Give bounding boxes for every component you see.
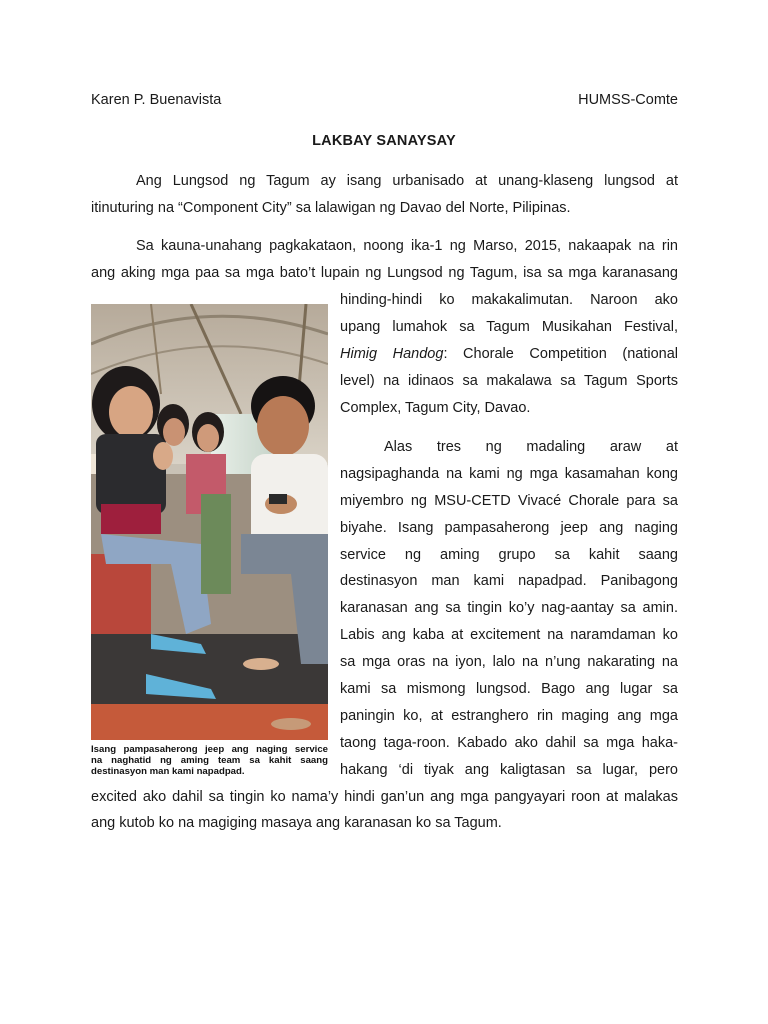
- p3-line-2: nagsipaghanda na kami ng mga kasamahan kong: [340, 466, 678, 482]
- p1-line-2: itinuturing na “Component City” sa lalawigan ng Davao del Norte, Pilipinas.: [91, 200, 571, 216]
- p2-line-5: [340, 346, 678, 362]
- p3-line-9: sa mga oras na iyon, lalo na n’ung nakarating na: [340, 654, 678, 670]
- p3-line-8: Labis ang kaba at excitement na naramdaman ko: [340, 627, 678, 643]
- p3-line-4: biyahe. Isang pampasaherong jeep ang naging: [340, 520, 678, 536]
- caption-line-3: destinasyon man kami napadpad.: [91, 766, 245, 777]
- p2-line-5-rest: : Chorale Competition (national: [443, 346, 678, 362]
- p3-line-7: karanasan ang sa tingin ko’y nag-aantay sa amin.: [340, 600, 678, 616]
- caption-line-2: na naghatid ng aming team sa kahit saang: [91, 755, 328, 766]
- p2-line-1: Sa kauna-unahang pagkakataon, noong ika-1 ng Marso, 2015, nakaapak na rin: [136, 238, 678, 254]
- essay-title: LAKBAY SANAYSAY: [312, 133, 456, 149]
- section-name: HUMSS-Comte: [578, 92, 678, 108]
- p2-line-3: hinding-hindi ko makakalimutan. Naroon ako: [340, 292, 678, 308]
- p3-line-6: destinasyon man kami napadpad. Panibagong: [340, 573, 678, 589]
- p3-line-14: excited ako dahil sa tingin ko nama’y hindi gan’un ang mga pangyayari roon at malakas: [91, 789, 678, 805]
- jeepney-photo: [91, 304, 328, 740]
- p3-line-10: kami sa mismong lungsod. Bago ang lugar sa: [340, 681, 678, 697]
- p3-line-5: service ng aming grupo sa kahit saang: [340, 547, 678, 563]
- p2-line-7: Complex, Tagum City, Davao.: [340, 400, 531, 416]
- photo-caption: [91, 744, 328, 777]
- p3-line-13: hakang ‘di tiyak ang kaligtasan sa lugar, pero: [340, 762, 678, 778]
- p3-line-11: paningin ko, at estranghero rin maging ang mga: [340, 708, 678, 724]
- p3-line-15: ang kutob ko na magiging masaya ang karanasan ko sa Tagum.: [91, 815, 502, 831]
- festival-name: Himig Handog: [340, 346, 444, 362]
- p2-line-4: upang lumahok sa Tagum Musikahan Festival,: [340, 319, 678, 335]
- caption-line-1: Isang pampasaherong jeep ang naging service: [91, 744, 328, 755]
- p2-line-2: ang aking mga paa sa mga bato’t lupain ng Lungsod ng Tagum, isa sa mga karanasang: [91, 265, 678, 281]
- p3-line-3: miyembro ng MSU-CETD Vivacé Chorale para sa: [340, 493, 678, 509]
- p3-line-12: taong taga-roon. Kabado ako dahil sa mga haka-: [340, 735, 678, 751]
- author-name: Karen P. Buenavista: [91, 92, 222, 108]
- p3-line-1: Alas tres ng madaling araw at: [384, 439, 678, 455]
- p2-line-6: level) na idinaos sa makalawa sa Tagum Sports: [340, 373, 678, 389]
- p1-line-1: Ang Lungsod ng Tagum ay isang urbanisado at unang-klaseng lungsod at: [136, 173, 678, 189]
